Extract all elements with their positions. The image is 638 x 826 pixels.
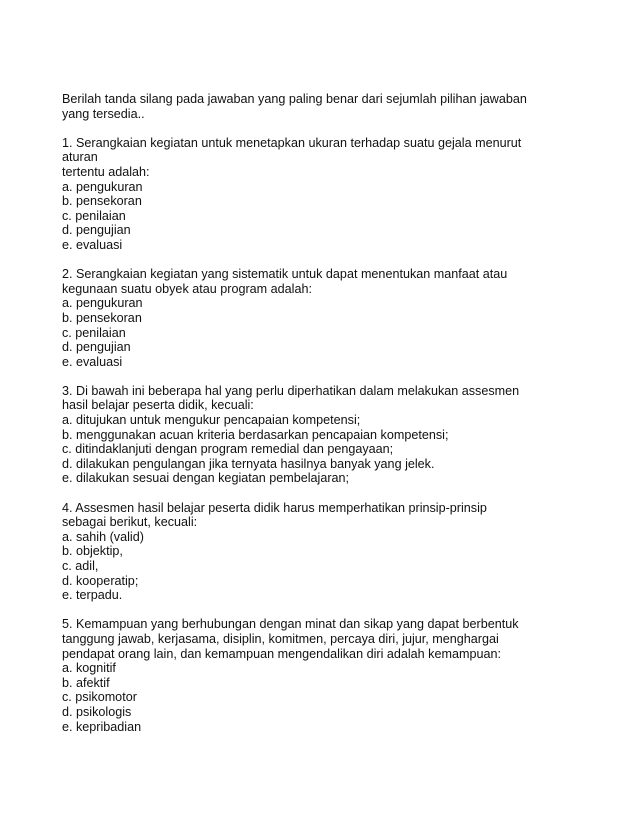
question-text: hasil belajar peserta didik, kecuali: [62, 398, 254, 413]
question-2 [62, 267, 582, 369]
question-text: 4. Assesmen hasil belajar peserta didik harus memperhatikan prinsip-prinsip [62, 500, 487, 515]
answer-option: e. terpadu. [62, 588, 123, 603]
instruction-line: Berilah tanda silang pada jawaban yang paling benar dari sejumlah pilihan jawaban [62, 92, 527, 106]
question-4 [62, 501, 582, 603]
answer-option: e. dilakukan sesuai dengan kegiatan pembelajaran; [62, 471, 350, 486]
answer-option: e. evaluasi [62, 354, 123, 369]
answer-option: a. pengukuran [62, 179, 143, 194]
question-text: sebagai berikut, kecuali: [62, 515, 198, 530]
answer-option: d. pengujian [62, 340, 131, 355]
question-text: aturan [62, 150, 98, 165]
question-1 [62, 136, 582, 253]
spacer [62, 369, 582, 384]
answer-option: c. penilaian [62, 325, 126, 340]
answer-option: d. kooperatip; [62, 573, 139, 588]
answer-option: e. kepribadian [62, 719, 142, 734]
answer-option: b. menggunakan acuan kriteria berdasarkan pencapaian kompetensi; [62, 427, 449, 442]
answer-option: a. sahih (valid) [62, 529, 144, 544]
question-text: kegunaan suatu obyek atau program adalah: [62, 281, 312, 296]
question-text: 2. Serangkaian kegiatan yang sistematik untuk dapat menentukan manfaat atau [62, 267, 508, 282]
document-page [62, 92, 582, 734]
question-text: 3. Di bawah ini beberapa hal yang perlu diperhatikan dalam melakukan assesmen [62, 383, 520, 398]
question-text: tertentu adalah: [62, 164, 150, 179]
answer-option: a. ditujukan untuk mengukur pencapaian kompetensi; [62, 413, 361, 428]
question-text: 1. Serangkaian kegiatan untuk menetapkan ukuran terhadap suatu gejala menurut [62, 135, 522, 150]
answer-option: c. psikomotor [62, 690, 137, 705]
answer-option: c. adil, [62, 559, 99, 573]
answer-option: c. penilaian [62, 208, 126, 223]
answer-option: d. psikologis [62, 704, 132, 719]
answer-option: a. pengukuran [62, 296, 143, 311]
answer-option: b. afektif [62, 675, 110, 690]
spacer [62, 603, 582, 618]
question-text: tanggung jawab, kerjasama, disiplin, komitmen, percaya diri, jujur, menghargai [62, 631, 499, 646]
answer-option: c. ditindaklanjuti dengan program remedial dan pengayaan; [62, 442, 394, 457]
question-3 [62, 384, 582, 486]
spacer [62, 253, 582, 268]
question-text: 5. Kemampuan yang berhubungan dengan minat dan sikap yang dapat berbentuk [62, 617, 519, 632]
answer-option: d. dilakukan pengulangan jika ternyata hasilnya banyak yang jelek. [62, 456, 435, 471]
answer-option: b. objektip, [62, 544, 123, 559]
spacer [62, 121, 582, 136]
question-5 [62, 617, 582, 734]
answer-option: b. pensekoran [62, 310, 142, 325]
instructions [62, 92, 582, 121]
answer-option: e. evaluasi [62, 237, 123, 252]
spacer [62, 486, 582, 501]
question-text: pendapat orang lain, dan kemampuan mengendalikan diri adalah kemampuan: [62, 646, 501, 661]
answer-option: a. kognitif [62, 661, 116, 676]
answer-option: b. pensekoran [62, 194, 142, 209]
answer-option: d. pengujian [62, 223, 131, 238]
instruction-line: yang tersedia.. [62, 106, 145, 121]
